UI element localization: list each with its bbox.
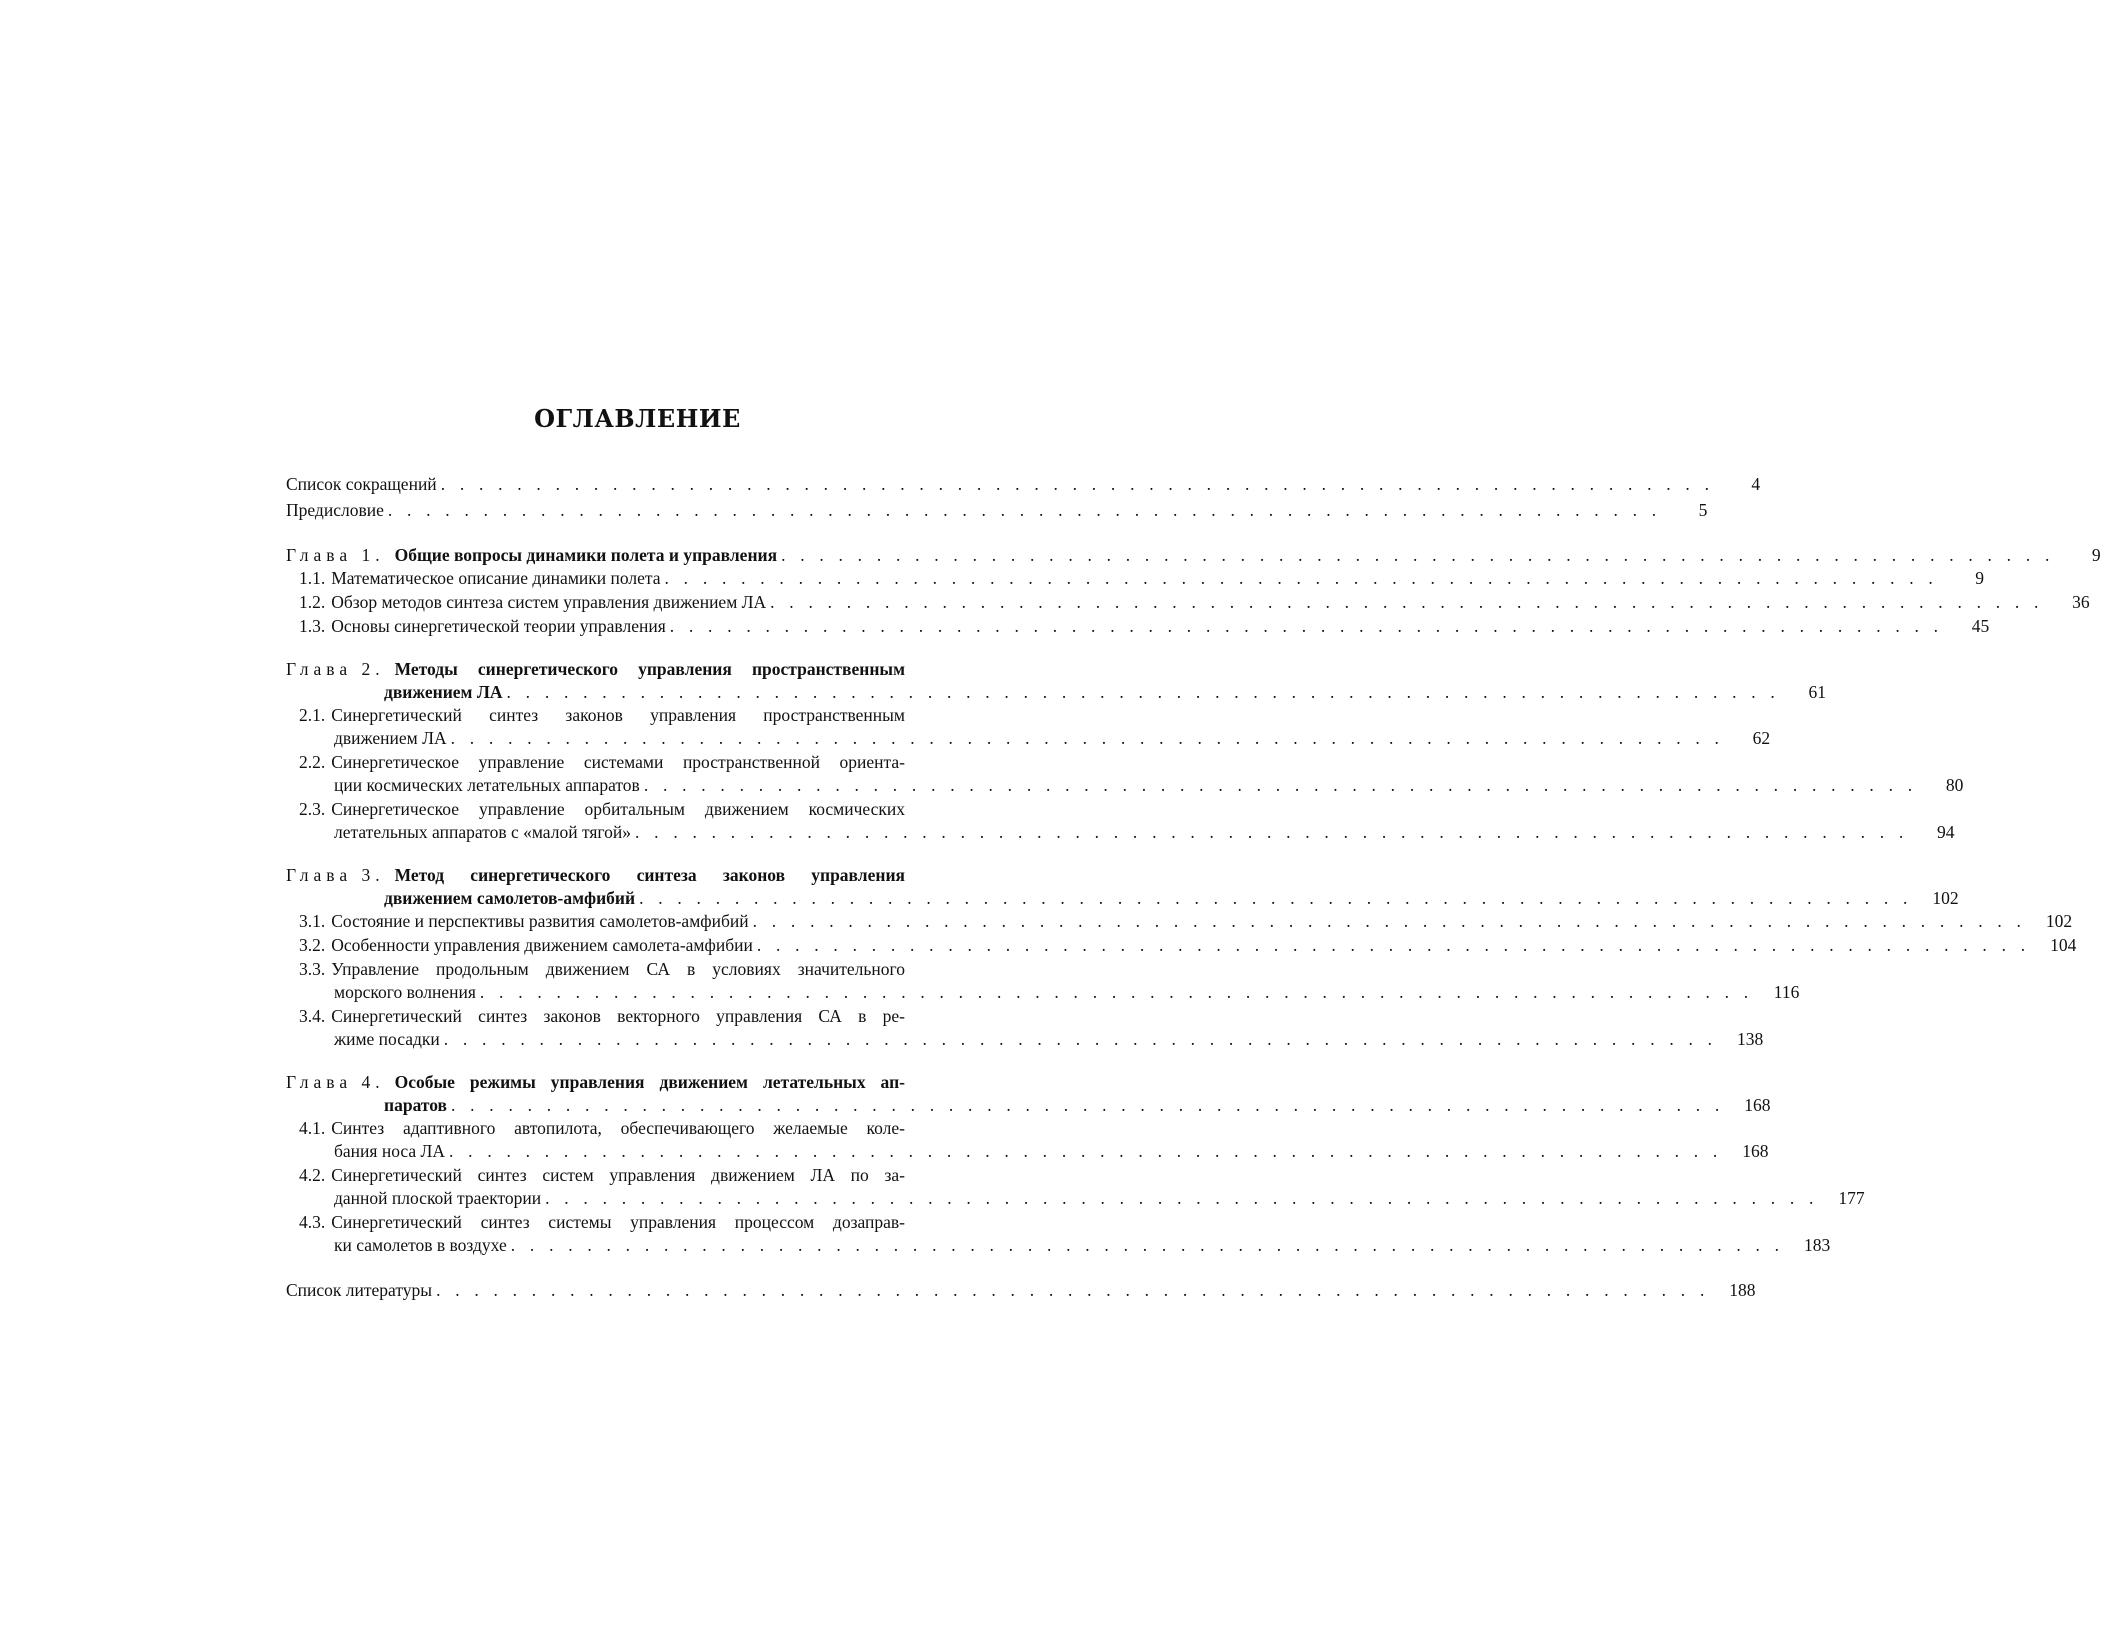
entry-title-line1: Метод синергетического синтеза законов управления: [394, 865, 905, 885]
page-number: 168: [1742, 1141, 1769, 1161]
page-number: 80: [1945, 775, 1964, 795]
entry-title-line1: Синергетическое управление системами пространственной ориента-: [331, 752, 905, 772]
dot-leader: . . . . . . . . . . . . . . . . . . . . . . . . . . . . . . . . . . . . . . . . . . . . . . . . . . . . . . . . . . . . . . . . . . .: [450, 728, 1725, 748]
page-number: 177: [1838, 1188, 1865, 1208]
entry-title: Особенности управления движением самолета-амфибии: [331, 935, 753, 955]
page-number: 138: [1736, 1029, 1764, 1049]
entry-title-line2: ции космических летательных аппаратов: [334, 775, 640, 795]
dot-leader: . . . . . . . . . . . . . . . . . . . . . . . . . . . . . . . . . . . . . . . . . . . . . . . . . . . . . . . . . . . . . . . . . . .: [770, 592, 2044, 612]
toc-section-entry: [286, 910, 2073, 933]
section-number: 3.2.: [299, 935, 326, 955]
section-number: 3.1.: [299, 911, 326, 931]
page-number: 4: [1751, 474, 1761, 494]
entry-title: Математическое описание динамики полета: [331, 568, 661, 588]
entry-title: Список сокращений: [286, 474, 437, 494]
section-number: 4.3.: [299, 1212, 326, 1232]
entry-title: Состояние и перспективы развития самолетов-амфибий: [331, 911, 749, 931]
toc-chapter-entry: [286, 544, 2101, 567]
section-number: 2.2.: [299, 752, 326, 772]
entry-title-line1: Синергетический синтез системы управления процессом дозаправ-: [331, 1212, 905, 1232]
toc-chapter-entry: [286, 1071, 1771, 1117]
toc-chapter-entry: [286, 864, 1959, 910]
dot-leader: . . . . . . . . . . . . . . . . . . . . . . . . . . . . . . . . . . . . . . . . . . . . . . . . . . . . . . . . . . . . . . . . . . .: [639, 888, 1913, 908]
section-number: 1.2.: [299, 592, 326, 612]
page-number: 36: [2072, 592, 2090, 612]
entry-title-line2: движением ЛА: [334, 728, 447, 748]
toc-back-entry: [286, 1279, 1756, 1302]
section-number: 4.2.: [299, 1165, 326, 1185]
dot-leader: . . . . . . . . . . . . . . . . . . . . . . . . . . . . . . . . . . . . . . . . . . . . . . . . . . . . . . . . . . . . . . . . . . .: [545, 1188, 1819, 1208]
entry-title: Обзор методов синтеза систем управления движением ЛА: [331, 592, 767, 612]
page-number: 102: [2045, 911, 2073, 931]
page-number: 94: [1937, 822, 1955, 842]
entry-title-line1: Методы синергетического управления пространственным: [394, 659, 905, 679]
entry-title-line1: Синергетический синтез законов управления пространственным: [331, 705, 905, 725]
section-number: 3.3.: [299, 959, 326, 979]
section-number: 3.4.: [299, 1006, 326, 1026]
entry-title-line2: движением ЛА: [384, 682, 503, 702]
section-number: 4.1.: [299, 1118, 326, 1138]
entry-title: Общие вопросы динамики полета и управления: [394, 545, 778, 565]
entry-title-line2: ки самолетов в воздухе: [334, 1235, 507, 1255]
entry-title-line1: Синтез адаптивного автопилота, обеспечивающего желаемые коле-: [331, 1118, 905, 1138]
entry-title-line2: бания носа ЛА: [334, 1141, 446, 1161]
toc-section-entry: [286, 934, 2077, 957]
toc-section-entry: [286, 958, 1800, 1004]
section-number: 1.1.: [299, 568, 326, 588]
dot-leader: . . . . . . . . . . . . . . . . . . . . . . . . . . . . . . . . . . . . . . . . . . . . . . . . . . . . . . . . . . . . . . . . . . .: [752, 911, 2027, 931]
chapter-label: Глава 3.: [286, 865, 385, 885]
dot-leader: . . . . . . . . . . . . . . . . . . . . . . . . . . . . . . . . . . . . . . . . . . . . . . . . . . . . . . . . . . . . . . . . . . .: [387, 500, 1662, 520]
entry-title-line1: Синергетическое управление орбитальным движением космических: [331, 799, 905, 819]
table-of-contents: [286, 473, 2101, 1302]
dot-leader: . . . . . . . . . . . . . . . . . . . . . . . . . . . . . . . . . . . . . . . . . . . . . . . . . . . . . . . . . . . . . . . . . . .: [440, 474, 1715, 494]
toc-chapter-entry: [286, 658, 1827, 704]
page-number: 9: [1975, 568, 1984, 588]
toc-section-entry: [286, 615, 1990, 638]
dot-leader: . . . . . . . . . . . . . . . . . . . . . . . . . . . . . . . . . . . . . . . . . . . . . . . . . . . . . . . . . . . . . . . . . . .: [506, 682, 1781, 702]
dot-leader: . . . . . . . . . . . . . . . . . . . . . . . . . . . . . . . . . . . . . . . . . . . . . . . . . . . . . . . . . . . . . . . . . . .: [781, 545, 2055, 565]
page-number: 62: [1752, 728, 1771, 748]
page-number: 168: [1744, 1095, 1771, 1115]
page-number: 116: [1773, 982, 1800, 1002]
dot-leader: . . . . . . . . . . . . . . . . . . . . . . . . . . . . . . . . . . . . . . . . . . . . . . . . . . . . . . . . . . . . . . . . . . .: [443, 1029, 1718, 1049]
page-number: 5: [1698, 500, 1708, 520]
entry-title: Список литературы: [286, 1280, 433, 1300]
toc-section-entry: [286, 1005, 1764, 1051]
page-number: 45: [1971, 616, 1990, 636]
toc-front-entry: [286, 499, 1708, 522]
dot-leader: . . . . . . . . . . . . . . . . . . . . . . . . . . . . . . . . . . . . . . . . . . . . . . . . . . . . . . . . . . . . . . . . . . .: [756, 935, 2031, 955]
page-title: ОГЛАВЛЕНИЕ: [534, 404, 741, 433]
section-number: 2.3.: [299, 799, 326, 819]
toc-section-entry: [286, 798, 1955, 844]
chapter-label: Глава 4.: [286, 1072, 385, 1092]
entry-title-line1: Особые режимы управления движением летательных ап-: [394, 1072, 905, 1092]
chapter-label: Глава 1.: [286, 545, 385, 565]
toc-section-entry: [286, 751, 1964, 797]
entry-title-line1: Управление продольным движением СА в условиях значительного: [331, 959, 905, 979]
toc-front-entry: [286, 473, 1761, 496]
entry-title-line2: жиме посадки: [334, 1029, 440, 1049]
entry-title: Основы синергетической теории управления: [331, 616, 666, 636]
section-number: 1.3.: [299, 616, 326, 636]
entry-title-line2: данной плоской траектории: [334, 1188, 542, 1208]
toc-section-entry: [286, 591, 2090, 614]
dot-leader: . . . . . . . . . . . . . . . . . . . . . . . . . . . . . . . . . . . . . . . . . . . . . . . . . . . . . . . . . . . . . . . . . . .: [436, 1280, 1710, 1300]
dot-leader: . . . . . . . . . . . . . . . . . . . . . . . . . . . . . . . . . . . . . . . . . . . . . . . . . . . . . . . . . . . . . . . . . . .: [635, 822, 1909, 842]
toc-section-entry: [286, 1117, 1769, 1163]
page-number: 102: [1932, 888, 1959, 908]
page-number: 9: [2091, 545, 2101, 565]
dot-leader: . . . . . . . . . . . . . . . . . . . . . . . . . . . . . . . . . . . . . . . . . . . . . . . . . . . . . . . . . . . . . . . . . . .: [451, 1095, 1725, 1115]
entry-title-line1: Синергетический синтез законов векторного управления СА в ре-: [331, 1006, 905, 1026]
page-number: 188: [1729, 1280, 1756, 1300]
page-number: 104: [2050, 935, 2077, 955]
dot-leader: . . . . . . . . . . . . . . . . . . . . . . . . . . . . . . . . . . . . . . . . . . . . . . . . . . . . . . . . . . . . . . . . . . .: [643, 775, 1918, 795]
page-number: 61: [1808, 682, 1827, 702]
section-number: 2.1.: [299, 705, 326, 725]
dot-leader: . . . . . . . . . . . . . . . . . . . . . . . . . . . . . . . . . . . . . . . . . . . . . . . . . . . . . . . . . . . . . . . . . . .: [669, 616, 1944, 636]
dot-leader: . . . . . . . . . . . . . . . . . . . . . . . . . . . . . . . . . . . . . . . . . . . . . . . . . . . . . . . . . . . . . . . . . . .: [479, 982, 1754, 1002]
entry-title-line2: паратов: [384, 1095, 447, 1115]
entry-title: Предисловие: [286, 500, 384, 520]
toc-section-entry: [286, 1211, 1831, 1257]
entry-title-line1: Синергетический синтез систем управления движением ЛА по за-: [331, 1165, 905, 1185]
page-number: 183: [1804, 1235, 1831, 1255]
entry-title-line2: летательных аппаратов с «малой тягой»: [334, 822, 632, 842]
chapter-label: Глава 2.: [286, 659, 385, 679]
dot-leader: . . . . . . . . . . . . . . . . . . . . . . . . . . . . . . . . . . . . . . . . . . . . . . . . . . . . . . . . . . . . . . . . . . .: [449, 1141, 1723, 1161]
toc-section-entry: [286, 567, 1984, 590]
toc-section-entry: [286, 1164, 1865, 1210]
toc-section-entry: [286, 704, 1771, 750]
dot-leader: . . . . . . . . . . . . . . . . . . . . . . . . . . . . . . . . . . . . . . . . . . . . . . . . . . . . . . . . . . . . . . . . . . .: [664, 568, 1938, 588]
entry-title-line2: движением самолетов-амфибий: [384, 888, 636, 908]
entry-title-line2: морского волнения: [334, 982, 476, 1002]
dot-leader: . . . . . . . . . . . . . . . . . . . . . . . . . . . . . . . . . . . . . . . . . . . . . . . . . . . . . . . . . . . . . . . . . . .: [510, 1235, 1785, 1255]
